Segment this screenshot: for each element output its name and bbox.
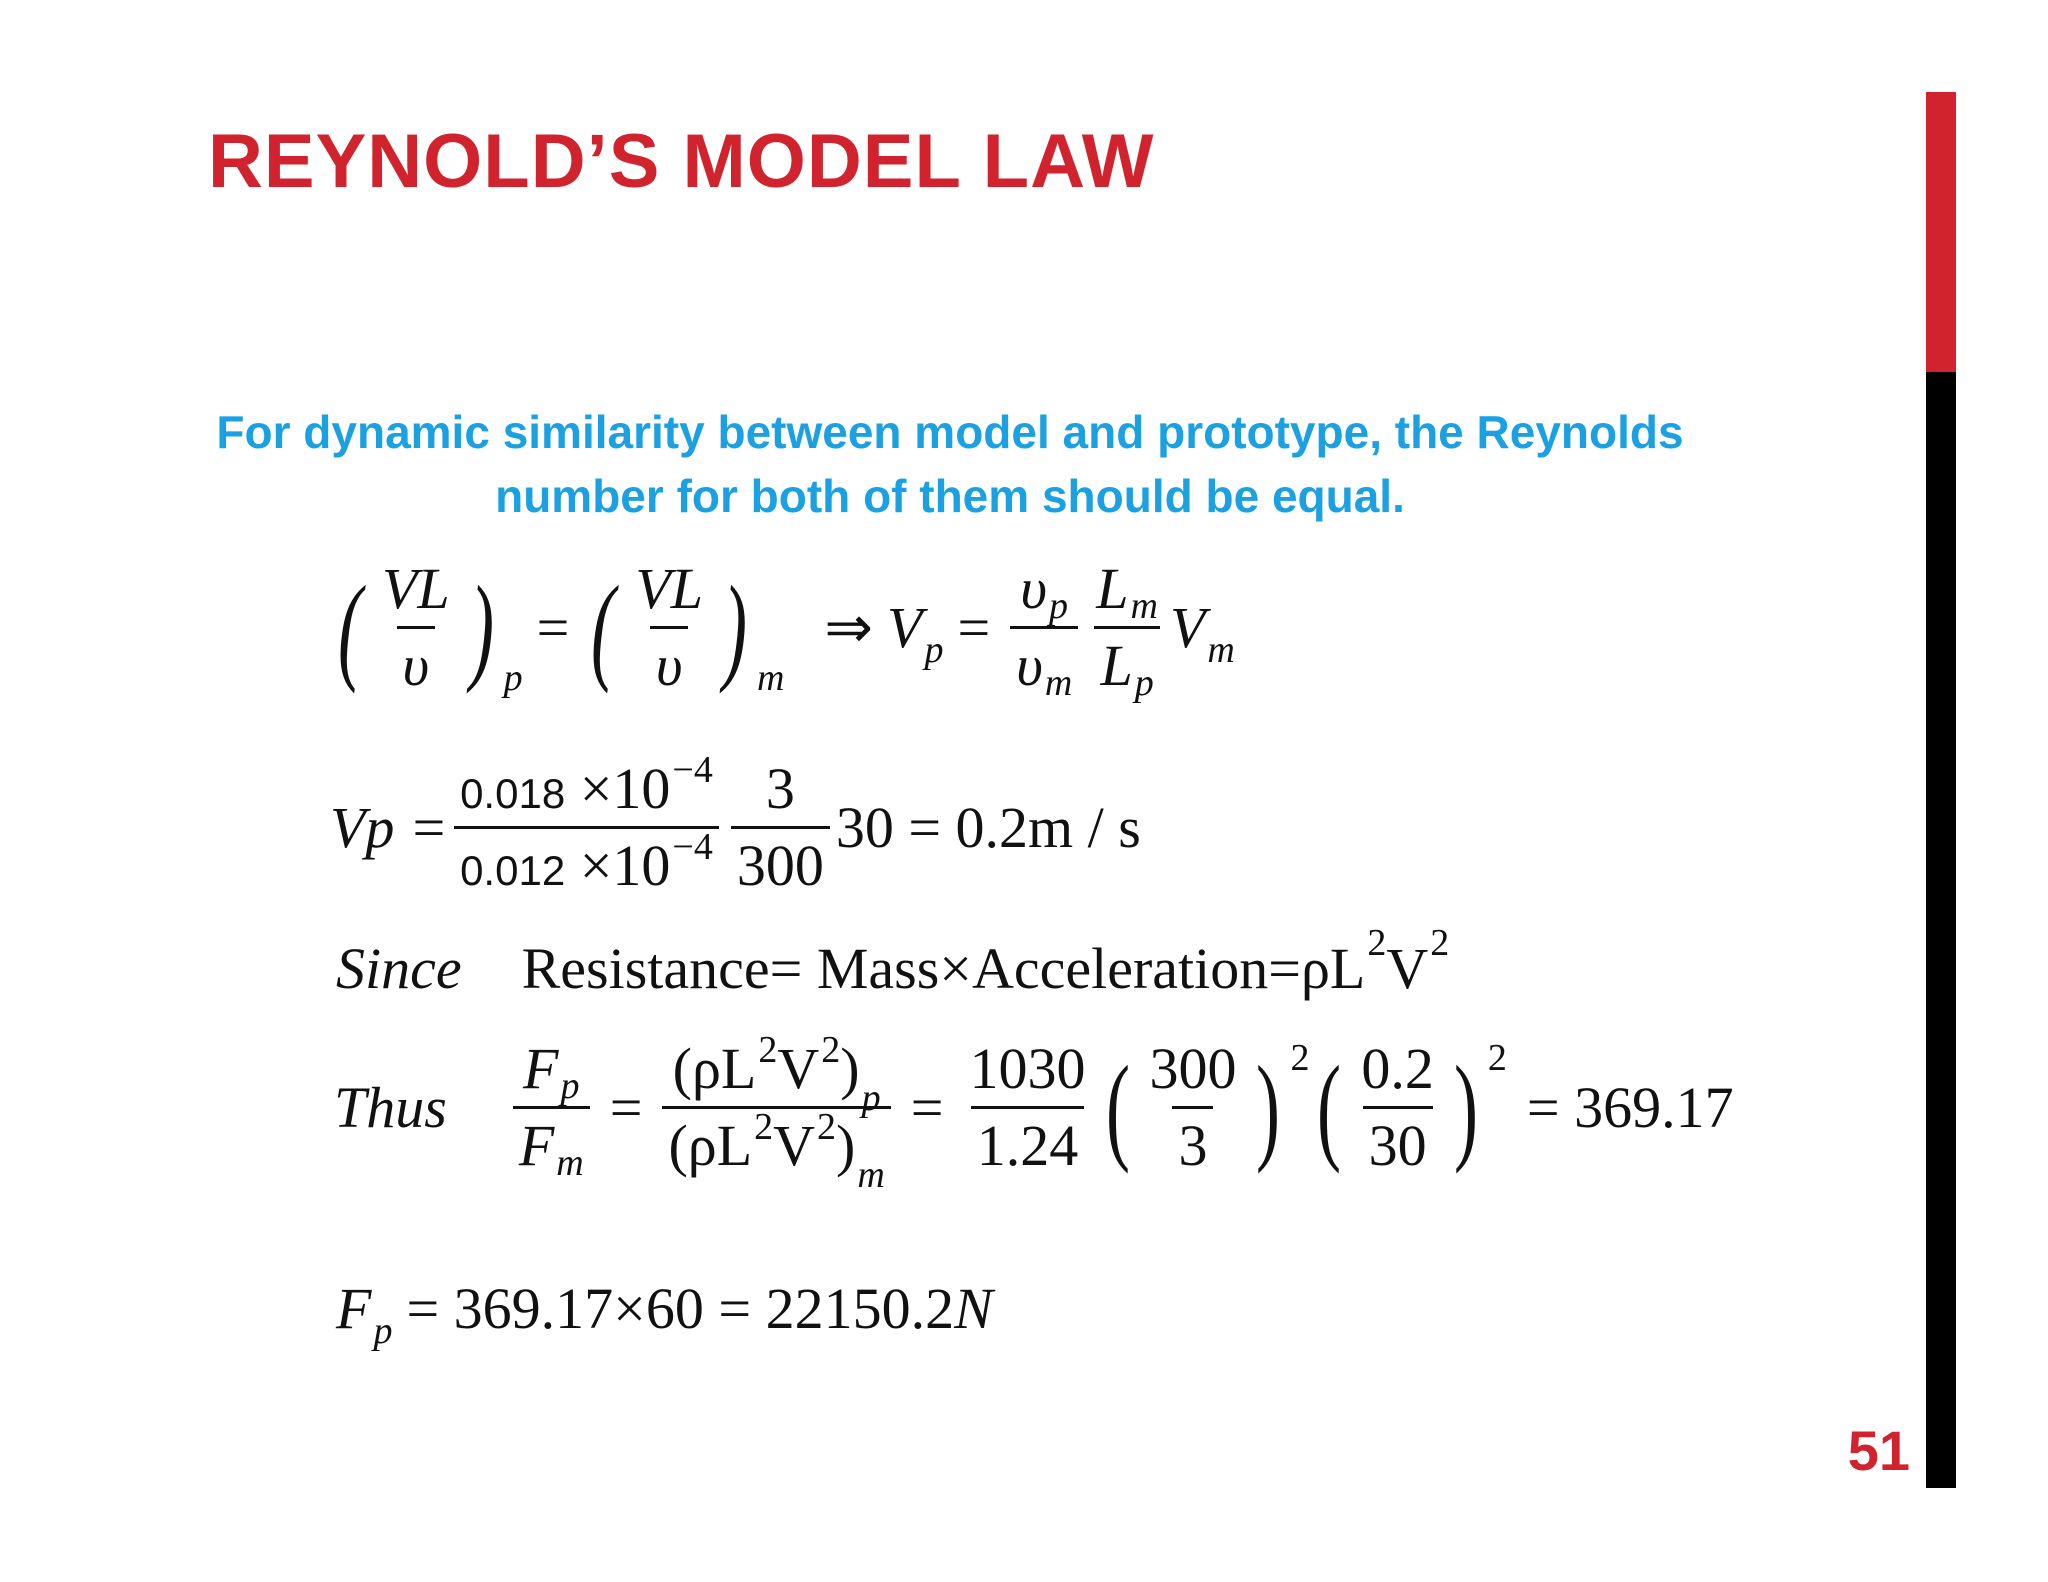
fraction-nu-p-nu-m: $\frac{\upsilon p}{\upsilon m}$ bbox=[1010, 560, 1078, 695]
equation-reynolds-equality: ( $\frac{VL}{\upsilon}$ ) p = ( $\frac{VL}{\upsilon}$ ) m ⇒ V p = $\frac{\upsilon p}{\upsilon m}$ $\frac{Lm}{Lp}$ V m bbox=[337, 556, 1235, 704]
equation-prototype-force: F p = 369.17×60 = 22150.2 N bbox=[336, 1276, 993, 1352]
fraction-fp-fm: $\frac{Fp}{Fm}$ bbox=[513, 1040, 590, 1175]
fraction-velocity-ratio: $\frac{0.2}{30}$ bbox=[1361, 1036, 1434, 1178]
equation-vp-value: Vp = $\frac{0.018 \times 10^{-4}}{0.012 \times 10^{-4}}$ $\frac{3}{300}$ 30 = 0.2m / s bbox=[330, 749, 1141, 898]
intro-text: For dynamic similarity between model and prototype, the Reynolds number for both of them should be equal. bbox=[216, 406, 1684, 522]
fraction-vl-nu-m: $\frac{VL}{\upsilon}$ bbox=[635, 556, 703, 698]
slide-title: REYNOLD’S MODEL LAW bbox=[208, 119, 1155, 204]
fraction-scale-ratio: $\frac{300}{3}$ bbox=[1149, 1036, 1237, 1178]
fraction-vl-nu-p: $\frac{VL}{\upsilon}$ bbox=[381, 556, 450, 698]
accent-bar-red bbox=[1926, 92, 1956, 372]
paren-close: ) bbox=[469, 560, 494, 694]
paren-open: ( bbox=[337, 560, 362, 694]
fraction-length-ratio: $\frac{3}{300}$ bbox=[731, 760, 830, 895]
fraction-rho-l2v2: $\frac{(\rho L^2V^2)_p}{(\rho L^2V^2)_m}$ bbox=[662, 1040, 890, 1175]
page-number: 51 bbox=[1847, 1419, 1910, 1482]
fraction-lm-lp: $\frac{Lm}{Lp}$ bbox=[1096, 556, 1158, 704]
fraction-density-ratio: $\frac{1030}{1.24}$ bbox=[969, 1036, 1086, 1178]
equation-resistance: Since Resistance= Mass×Acceleration=ρL 2 V 2 bbox=[336, 922, 1450, 1001]
fraction-viscosity-ratio: $\frac{0.018 \times 10^{-4}}{0.012 \times 10^{-4}}$ bbox=[454, 760, 719, 895]
equation-force-ratio: Thus $\frac{Fp}{Fm}$ = $\frac{(\rho L^2V^2)_p}{(\rho L^2V^2)_m}$ = $\frac{1030}{1.24}$ ( $\frac{300}{3}$ ) 2 ( $\frac{0.2}{30}$ ) 2 = 369.17 bbox=[334, 1029, 1734, 1196]
accent-bar-black bbox=[1926, 372, 1956, 1488]
